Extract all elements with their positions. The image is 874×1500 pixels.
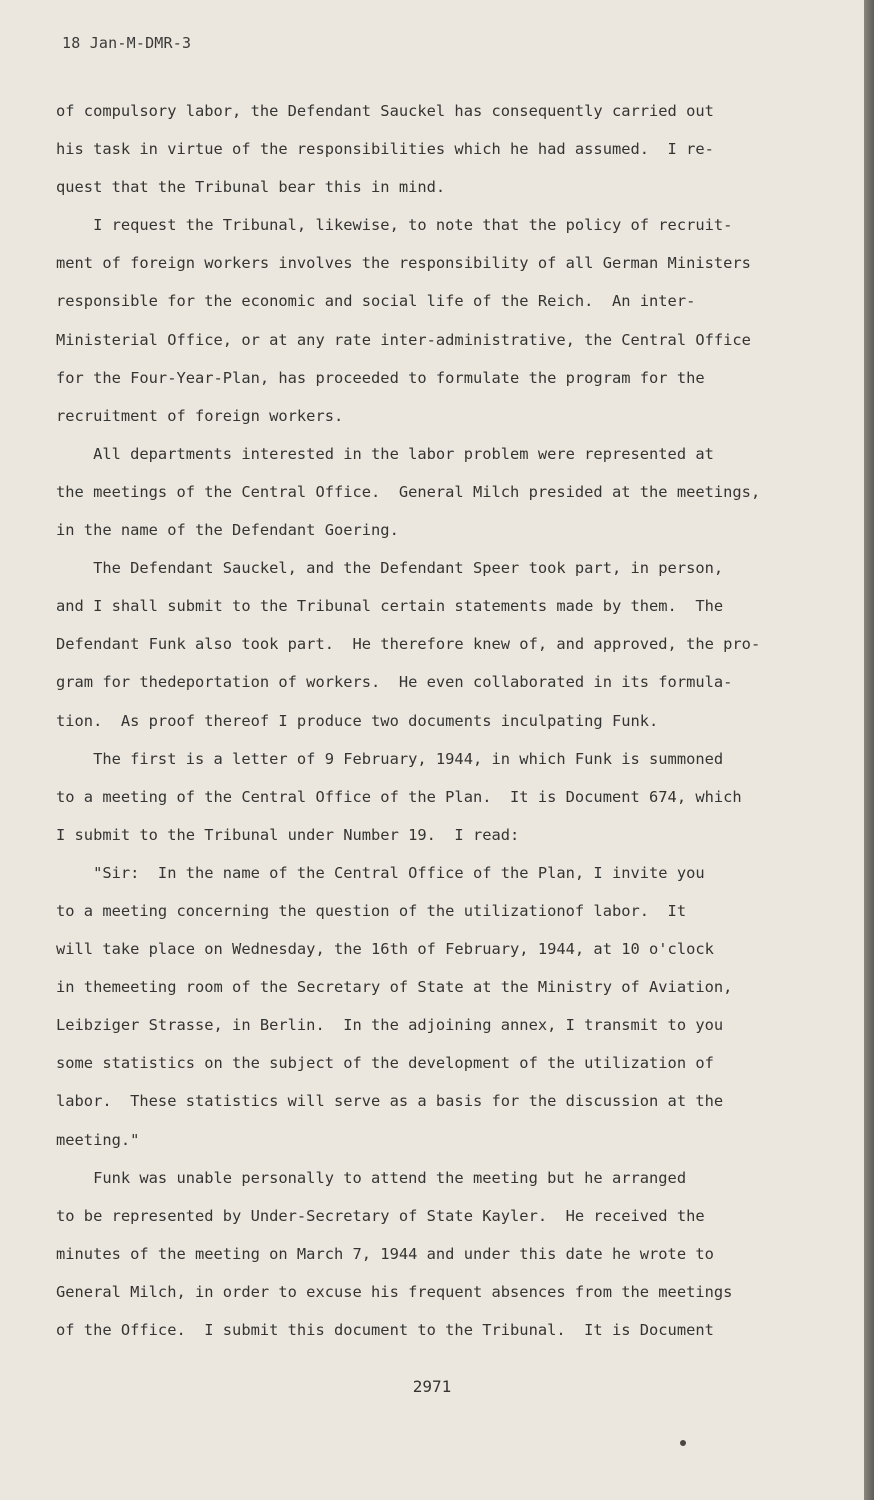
ink-speck	[680, 1440, 686, 1446]
text-line: Leibziger Strasse, in Berlin. In the adjoining annex, I transmit to you	[56, 1016, 724, 1035]
text-line: I submit to the Tribunal under Number 19. I read:	[56, 825, 520, 844]
text-line: quest that the Tribunal bear this in mind.	[56, 178, 446, 197]
body-text	[56, 92, 796, 1349]
text-line: Funk was unable personally to attend the meeting but he arranged	[56, 1168, 687, 1187]
text-line: in the name of the Defendant Goering.	[56, 521, 399, 540]
text-line: labor. These statistics will serve as a basis for the discussion at the	[56, 1092, 724, 1111]
text-line: ment of foreign workers involves the responsibility of all German Ministers	[56, 254, 751, 273]
text-line: tion. As proof thereof I produce two documents inculpating Funk.	[56, 711, 659, 730]
text-line: to a meeting of the Central Office of the Plan. It is Document 674, which	[56, 787, 742, 806]
text-line: and I shall submit to the Tribunal certain statements made by them. The	[56, 597, 724, 616]
text-line: The Defendant Sauckel, and the Defendant Speer took part, in person,	[56, 559, 724, 578]
text-line: All departments interested in the labor problem were represented at	[56, 444, 714, 463]
page-number: 2971	[412, 1377, 452, 1396]
text-line: General Milch, in order to excuse his frequent absences from the meetings	[56, 1282, 733, 1301]
text-line: responsible for the economic and social life of the Reich. An inter-	[56, 292, 696, 311]
document-reference: 18 Jan-M-DMR-3	[62, 34, 192, 52]
text-line: the meetings of the Central Office. General Milch presided at the meetings,	[56, 482, 761, 501]
text-line: Defendant Funk also took part. He therefore knew of, and approved, the pro-	[56, 635, 761, 654]
text-line: Ministerial Office, or at any rate inter-administrative, the Central Office	[56, 330, 751, 349]
text-line: recruitment of foreign workers.	[56, 406, 344, 425]
text-line: "Sir: In the name of the Central Office of the Plan, I invite you	[56, 863, 705, 882]
text-line: minutes of the meeting on March 7, 1944 and under this date he wrote to	[56, 1244, 714, 1263]
text-line: for the Four-Year-Plan, has proceeded to formulate the program for the	[56, 368, 705, 387]
text-line: The first is a letter of 9 February, 1944, in which Funk is summoned	[56, 749, 724, 768]
text-line: gram for thedeportation of workers. He even collaborated in its formula-	[56, 673, 733, 692]
text-line: some statistics on the subject of the development of the utilization of	[56, 1054, 714, 1073]
text-line: meeting."	[56, 1130, 140, 1149]
text-line: of the Office. I submit this document to the Tribunal. It is Document	[56, 1321, 714, 1339]
text-line: his task in virtue of the responsibilities which he had assumed. I re-	[56, 140, 714, 159]
text-line: to be represented by Under-Secretary of State Kayler. He received the	[56, 1206, 705, 1225]
text-line: will take place on Wednesday, the 16th of February, 1944, at 10 o'clock	[56, 940, 714, 959]
text-line: to a meeting concerning the question of the utilizationof labor. It	[56, 901, 687, 920]
text-line: I request the Tribunal, likewise, to note that the policy of recruit-	[56, 216, 733, 235]
page-edge-shadow	[864, 0, 874, 1500]
text-line: of compulsory labor, the Defendant Sauckel has consequently carried out	[56, 102, 714, 120]
text-line: in themeeting room of the Secretary of State at the Ministry of Aviation,	[56, 978, 733, 997]
